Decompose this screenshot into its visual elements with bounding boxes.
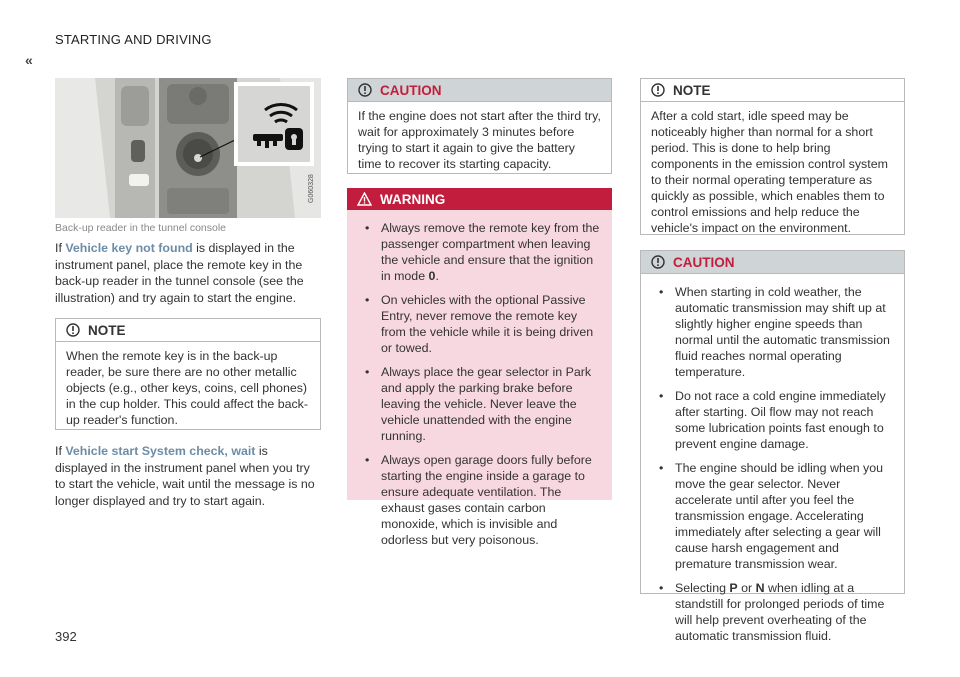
warning-triangle-icon — [357, 192, 372, 206]
message-term: Vehicle key not found — [65, 241, 193, 255]
caution-box — [347, 78, 612, 174]
warning-title: WARNING — [380, 191, 446, 207]
list-item: • The engine should be idling when you move the gear selector. Never accelerate until after you feel the transmission engage. Accelerating immediately after selecting a gear will cause harsh engagement and premature transmission wear. — [651, 460, 894, 572]
text: is displayed in the instrument panel when you try to start the vehicle, wait until the message is no longer displayed and try to start again. — [55, 444, 315, 508]
text: . — [435, 269, 439, 283]
text: when idling at a standstill for prolonged periods of time will help prevent overheating of the automatic transmission fluid. — [675, 581, 885, 643]
list-item: • Always place the gear selector in Park and apply the parking brake before leaving the vehicle. Never leave the vehicle unattended with the engine running. — [357, 364, 602, 444]
note-text: When the remote key is in the back-up reader, be sure there are no other metallic objects (e.g., other keys, coins, cell phones) in the cup holder. This could affect the back-up reader's function. — [66, 349, 308, 427]
list-item — [651, 580, 894, 644]
note-box — [640, 78, 905, 235]
paragraph-system-check — [55, 443, 323, 509]
gear-n: N — [755, 581, 765, 595]
text: or — [737, 581, 756, 595]
info-icon — [66, 323, 80, 337]
warning-list — [357, 220, 602, 548]
text: Always remove the remote key from the passenger compartment when leaving the vehicle and ensure that the ignition in mode — [381, 221, 600, 283]
section-title: STARTING AND DRIVING — [55, 32, 212, 47]
caution-list — [651, 284, 894, 644]
text: is displayed in the instrument panel, place the remote key in the back-up reader in the tunnel console (see the illustration) and try again to start the engine. — [55, 241, 304, 305]
paragraph-key-not-found — [55, 240, 323, 306]
caution-title: CAUTION — [380, 82, 442, 98]
caution-text: If the engine does not start after the third try, wait for approximately 3 minutes before trying to start it again to give the battery time to recover its starting capacity. — [358, 109, 601, 171]
text: Selecting — [675, 581, 730, 595]
page-number: 392 — [55, 629, 77, 644]
caution-title: CAUTION — [673, 254, 735, 270]
note-title: NOTE — [673, 82, 711, 98]
ignition-mode: 0 — [428, 269, 436, 283]
list-item — [357, 220, 602, 284]
previous-page-icon[interactable]: « — [25, 52, 33, 68]
note-text: After a cold start, idle speed may be noticeably higher than normal for a short period. This is done to help bring components in the emission control system to their normal operating temperature as quickly as possible, which enables them to control emissions and help reduce the vehicle's impact on the environment. — [651, 109, 888, 235]
figure-code: G060328 — [308, 174, 315, 203]
caution-box — [640, 250, 905, 643]
info-icon — [651, 83, 665, 97]
list-item: • On vehicles with the optional Passive Entry, never remove the remote key from the vehicle while it is being driven or towed. — [357, 292, 602, 356]
note-box — [55, 318, 321, 430]
list-item: • Always open garage doors fully before starting the engine inside a garage to ensure adequate ventilation. The exhaust gases contain carbon monoxide, which is invisible and odorless but very poisonous. — [357, 452, 602, 548]
text: If — [55, 444, 66, 458]
caution-icon — [358, 83, 372, 97]
tunnel-console-photo — [55, 78, 321, 218]
list-item: • When starting in cold weather, the automatic transmission may shift up at slightly higher engine speeds than normal until the automatic transmission fluid reaches normal operating temperature. — [651, 284, 894, 380]
console-illustration — [55, 78, 321, 218]
text: If — [55, 241, 66, 255]
message-term: Vehicle start System check, wait — [65, 444, 256, 458]
warning-box — [347, 188, 612, 547]
gear-p: P — [729, 581, 738, 595]
caution-icon — [651, 255, 665, 269]
note-title: NOTE — [88, 322, 126, 338]
list-item: • Do not race a cold engine immediately after starting. Oil flow may not reach some lubrication points fast enough to prevent engine damage. — [651, 388, 894, 452]
figure-caption: Back-up reader in the tunnel console — [55, 222, 227, 234]
